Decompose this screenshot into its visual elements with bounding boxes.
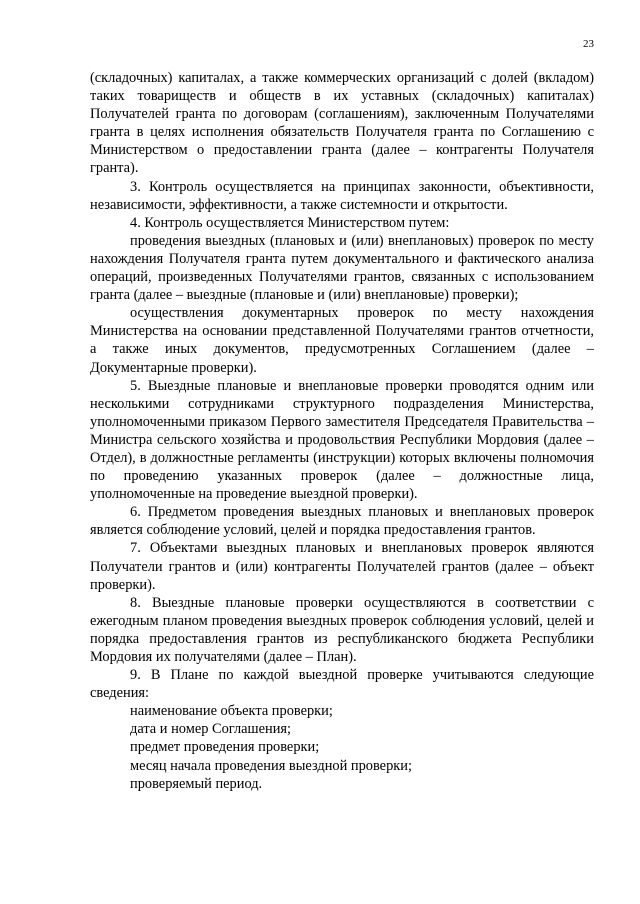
- paragraph-item-8: 8. Выездные плановые проверки осуществляются в соответствии с ежегодным планом проведения выездных проверок соблюдения условий, целей и порядка предоставления грантов из республиканского бюджета Республики Мордовия их получателями (далее – План).: [90, 594, 594, 665]
- paragraph-documentary-inspections: осуществления документарных проверок по месту нахождения Министерства на основании представленной Получателями грантов отчетности, а также иных документов, предусмотренных Соглашением (далее – Документарные проверки).: [90, 305, 594, 376]
- paragraph-item-3: 3. Контроль осуществляется на принципах законности, объективности, независимости, эффективности, а также системности и открытости.: [90, 178, 594, 213]
- list-item: дата и номер Соглашения;: [130, 721, 292, 738]
- plan-details-list: [90, 702, 594, 792]
- paragraph-item-9: 9. В Плане по каждой выездной проверке учитываются следующие сведения:: [90, 667, 594, 702]
- list-item: наименование объекта проверки;: [130, 703, 333, 720]
- paragraph-item-5: 5. Выездные плановые и внеплановые проверки проводятся одним или несколькими сотрудниками структурного подразделения Министерства, уполномоченными приказом Первого заместителя Председателя Правительства – Министра сельского хозяйства и продовольствия Республики Мордовия (далее – Отдел), в должностные регламенты (инструкции) которых включены полномочия по проведению указанных проверок (далее – должностные лица, уполномоченные на проведение выездной проверки).: [90, 377, 594, 503]
- paragraph-item-7: 7. Объектами выездных плановых и внеплановых проверок являются Получатели грантов и (или) контрагенты Получателей грантов (далее – объект проверки).: [90, 540, 594, 593]
- paragraph-item-6: 6. Предметом проведения выездных плановых и внеплановых проверок является соблюдение условий, целей и порядка предоставления грантов.: [90, 504, 594, 539]
- paragraph-field-inspections: проведения выездных (плановых и (или) внеплановых) проверок по месту нахождения Получателя гранта путем документального и фактического анализа операций, произведенных Получателями грантов, связанных с использованием гранта (далее – выездные (плановые и (или) внеплановые) проверки);: [90, 232, 594, 304]
- paragraph-continuation: (складочных) капиталах, а также коммерческих организаций с долей (вкладом) таких товариществ и обществ в их уставных (складочных) капиталах) Получателей гранта по договорам (соглашениям), заключенным Получателями гранта в целях исполнения обязательств Получателя гранта по Соглашению с Министерством о предоставлении гранта (далее – контрагенты Получателя гранта).: [90, 70, 594, 177]
- document-body: [90, 69, 594, 793]
- list-item: месяц начала проведения выездной проверки;: [130, 757, 412, 774]
- list-item: проверяемый период.: [130, 775, 263, 792]
- page-number: 23: [583, 38, 594, 50]
- list-item: предмет проведения проверки;: [130, 739, 320, 756]
- paragraph-item-4: 4. Контроль осуществляется Министерством путем:: [130, 214, 450, 231]
